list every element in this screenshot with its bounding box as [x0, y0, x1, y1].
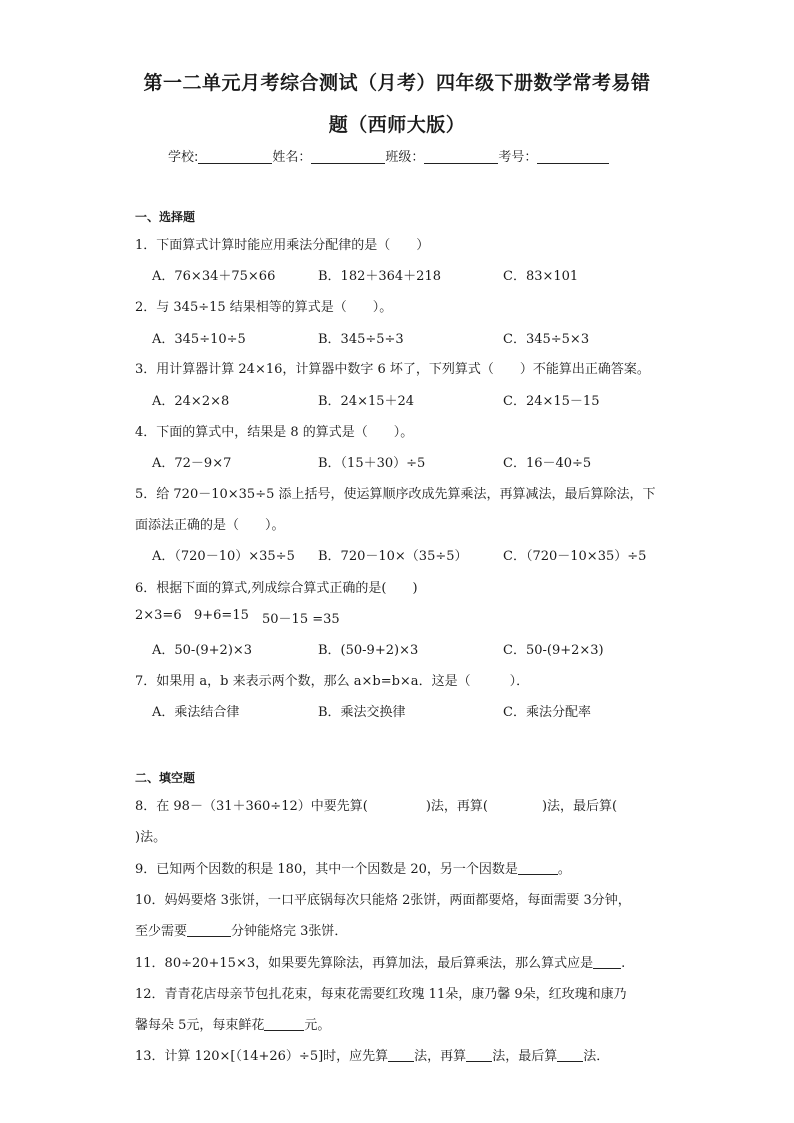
q13-answer-blank-1[interactable]	[388, 1048, 414, 1062]
q13-text-1: 13．计算 120×[（14+26）÷5]时，应先算	[135, 1049, 389, 1064]
q3-option-a[interactable]: A．24×2×8	[152, 394, 230, 409]
name-label: 姓名：	[272, 150, 312, 165]
question-13	[135, 1045, 609, 1064]
school-blank[interactable]	[198, 149, 272, 164]
question-11	[135, 952, 625, 971]
number-label: 考号：	[498, 150, 538, 165]
question-5-continued: 面添法正确的是（ ）。	[135, 518, 285, 533]
q10-answer-blank[interactable]	[187, 923, 231, 937]
q10-text-1: 至少需要	[135, 924, 188, 939]
q13-answer-blank-2[interactable]	[466, 1048, 492, 1062]
q6-option-b[interactable]: B．(50-9+2)×3	[318, 643, 419, 658]
page-title: 第一二单元月考综合测试（月考）四年级下册数学常考易错	[143, 72, 651, 94]
q1-option-a[interactable]: A．76×34＋75×66	[152, 269, 276, 284]
question-3: 3．用计算器计算 24×16，计算器中数字 6 坏了，下列算式（ ）不能算出正确答案。	[135, 362, 650, 377]
q10-text-2: 分钟能烙完 3张饼．	[231, 924, 348, 939]
q4-option-a[interactable]: A．72－9×7	[152, 456, 232, 471]
question-12: 12．青青花店母亲节包扎花束，每束花需要红玫瑰 11朵，康乃馨 9朵，红玫瑰和康乃	[135, 987, 627, 1002]
question-8-continued: )法。	[135, 830, 167, 845]
q11-answer-blank[interactable]	[593, 955, 621, 969]
class-blank[interactable]	[424, 149, 498, 164]
q13-answer-blank-3[interactable]	[557, 1048, 583, 1062]
q7-option-c[interactable]: C．乘法分配率	[503, 705, 591, 720]
question-2: 2．与 345÷15 结果相等的算式是（ ）。	[135, 300, 393, 315]
student-info-line	[168, 146, 609, 165]
q9-text-2: 。	[557, 862, 571, 877]
q12-text-1: 馨每朵 5元，每束鲜花	[135, 1018, 265, 1033]
q5-option-c[interactable]: C．（720－10×35）÷5	[503, 549, 647, 564]
q2-option-b[interactable]: B．345÷5÷3	[318, 332, 404, 347]
question-8	[135, 795, 617, 814]
q6-equation-1: 2×3=6	[135, 608, 182, 623]
q1-option-b[interactable]: B．182＋364＋218	[318, 269, 441, 284]
question-6: 6．根据下面的算式,列成综合算式正确的是( )	[135, 581, 418, 596]
q2-option-a[interactable]: A．345÷10÷5	[152, 332, 246, 347]
q13-text-3: 法，最后算	[492, 1049, 558, 1064]
q6-option-a[interactable]: A．50-(9+2)×3	[152, 643, 253, 658]
section-heading-choice: 一、选择题	[135, 210, 196, 224]
question-9	[135, 858, 571, 877]
school-label: 学校:	[168, 150, 199, 165]
q8-text-2: )法，再算(	[425, 799, 488, 814]
q12-text-2: 元。	[304, 1018, 331, 1033]
question-5: 5．给 720－10×35÷5 添上括号，使运算顺序改成先算乘法，再算减法，最后算除法，下	[135, 487, 656, 502]
q8-text-3: )法，最后算(	[541, 799, 618, 814]
question-10: 10．妈妈要烙 3张饼，一口平底锅每次只能烙 2张饼，两面都要烙，每面需要 3分钟，	[135, 893, 631, 908]
name-blank[interactable]	[311, 149, 385, 164]
question-1: 1．下面算式计算时能应用乘法分配律的是（ ）	[135, 238, 430, 253]
question-7: 7．如果用 a，b 来表示两个数，那么 a×b=b×a．这是（ ）．	[135, 674, 530, 689]
question-10-continued	[135, 920, 347, 939]
q8-text-1: 8．在 98－（31＋360÷12）中要先算(	[135, 799, 368, 814]
q9-answer-blank[interactable]	[518, 861, 558, 875]
q1-option-c[interactable]: C．83×101	[503, 269, 579, 284]
q13-text-4: 法．	[583, 1049, 610, 1064]
q5-option-b[interactable]: B．720－10×（35÷5）	[318, 549, 468, 564]
number-blank[interactable]	[537, 149, 609, 164]
q9-text-1: 9．已知两个因数的积是 180，其中一个因数是 20，另一个因数是	[135, 862, 518, 877]
q5-option-a[interactable]: A．（720－10）×35÷5	[152, 549, 295, 564]
q6-option-c[interactable]: C．50-(9+2×3)	[503, 643, 604, 658]
q7-option-a[interactable]: A．乘法结合律	[152, 705, 240, 720]
page-title-continued: 题（西师大版）	[328, 114, 466, 136]
q12-answer-blank[interactable]	[264, 1017, 304, 1031]
q3-option-b[interactable]: B．24×15＋24	[318, 394, 415, 409]
section-heading-fill: 二、填空题	[135, 771, 196, 785]
q11-text-1: 11．80÷20+15×3，如果要先算除法，再算加法，最后算乘法，那么算式应是	[135, 956, 594, 971]
question-12-continued	[135, 1014, 330, 1033]
q4-option-c[interactable]: C．16－40÷5	[503, 456, 592, 471]
q4-option-b[interactable]: B．（15＋30）÷5	[318, 456, 426, 471]
q7-option-b[interactable]: B．乘法交换律	[318, 705, 406, 720]
q2-option-c[interactable]: C．345÷5×3	[503, 332, 590, 347]
q3-option-c[interactable]: C．24×15－15	[503, 394, 600, 409]
q6-equation-3: 50－15 =35	[262, 612, 340, 627]
q13-text-2: 法，再算	[414, 1049, 467, 1064]
q11-text-2: .	[621, 956, 626, 971]
q6-equation-2: 9+6=15	[194, 608, 249, 623]
class-label: 班级：	[385, 150, 425, 165]
question-4: 4．下面的算式中，结果是 8 的算式是（ ）。	[135, 425, 414, 440]
